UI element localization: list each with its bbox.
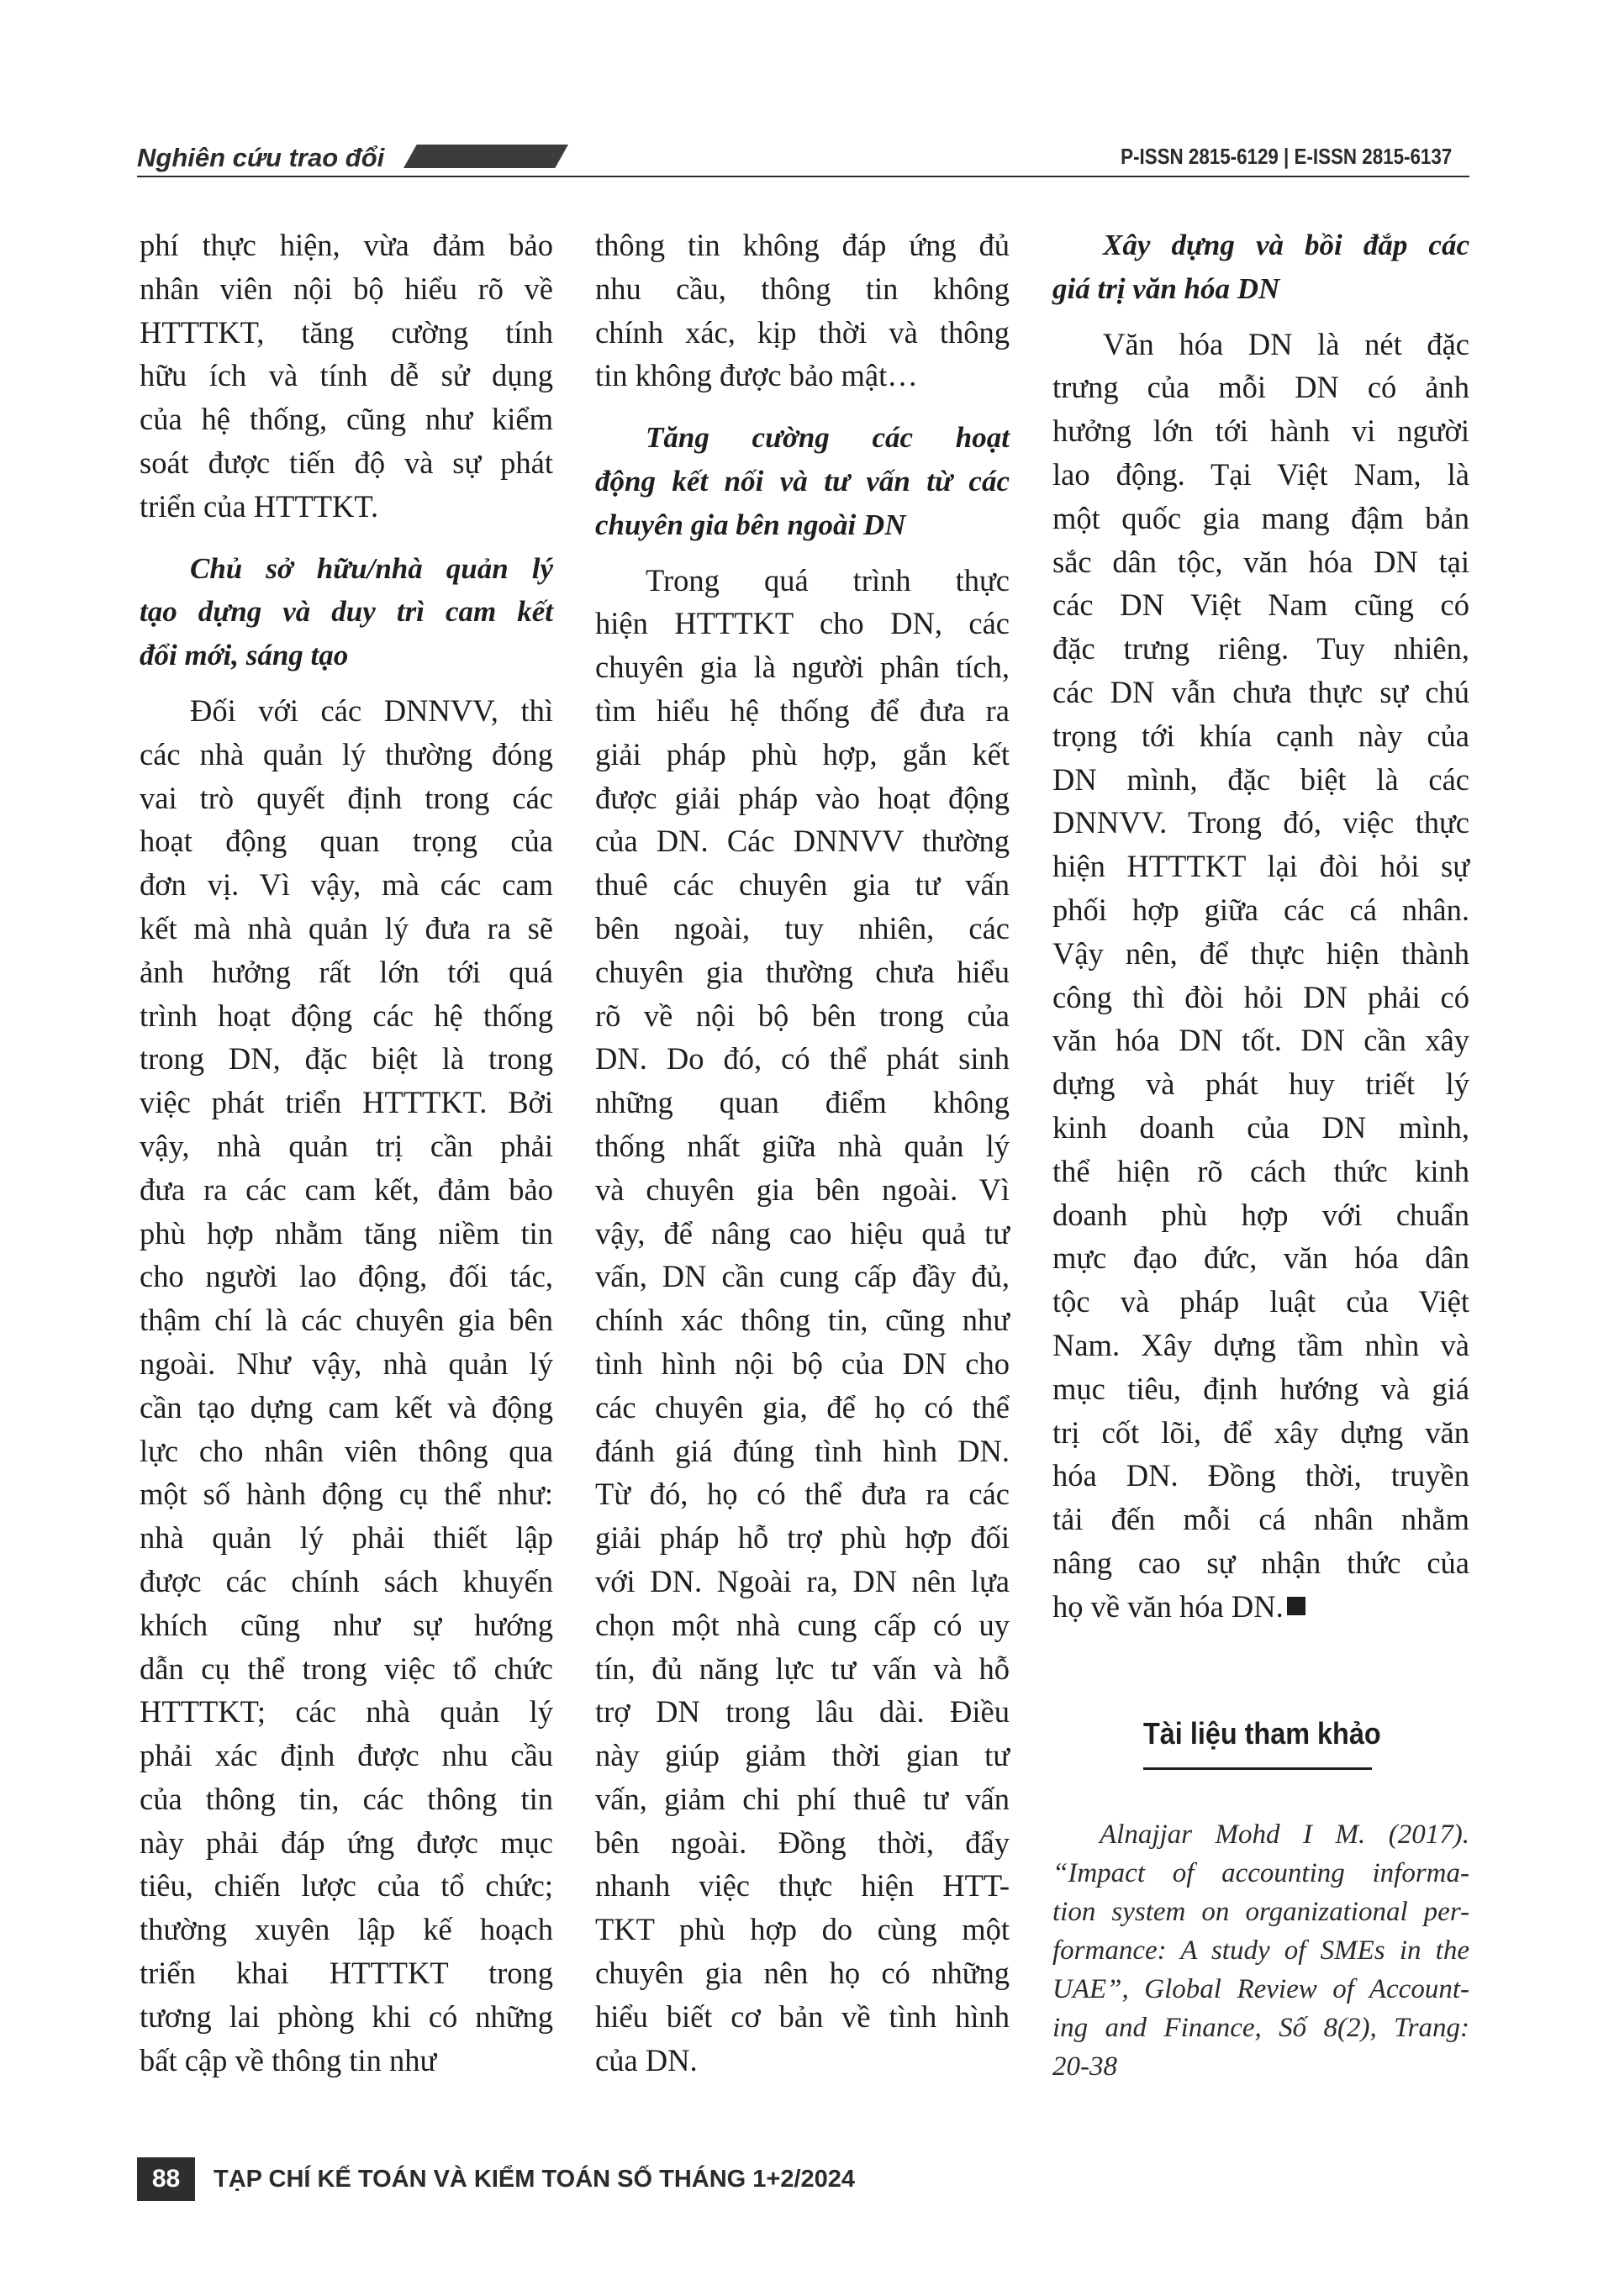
text-line: một quốc gia mang đậm bản xyxy=(1052,500,1469,535)
text-line: triển của HTTTKT. xyxy=(140,488,379,524)
text-line: các chuyên gia, để họ có thể xyxy=(595,1389,1010,1424)
issn-label: P-ISSN 2815-6129 | E-ISSN 2815-6137 xyxy=(1120,144,1452,169)
text-line: đặc trưng riêng. Tuy nhiên, xyxy=(1052,631,1469,666)
text-line: động kết nối và tư vấn từ các xyxy=(595,464,1010,498)
text-line: của DN. xyxy=(595,2042,698,2077)
text-line: chuyên gia thường chưa hiểu xyxy=(595,954,1010,989)
text-line: thông tin không đáp ứng đủ xyxy=(595,228,1010,262)
text-line: phí thực hiện, vừa đảm bảo xyxy=(140,228,553,262)
end-of-article-mark xyxy=(1287,1597,1305,1615)
reference-line: UAE”, Global Review of Account- xyxy=(1052,1974,1469,2004)
paragraph-gap xyxy=(595,398,1010,416)
text-line: công thì đòi hỏi DN phải có xyxy=(1052,979,1469,1014)
text-line: thể hiện rõ cách thức kinh xyxy=(1052,1153,1469,1188)
section-heading xyxy=(1052,224,1469,311)
text-line: phải xác định được nhu cầu xyxy=(140,1738,553,1773)
text-line: lao động. Tại Việt Nam, là xyxy=(1052,456,1469,492)
text-line: cần tạo dựng cam kết và động xyxy=(140,1389,553,1424)
text-line: đổi mới, sáng tạo xyxy=(140,639,349,672)
text-line: kinh doanh của DN mình, xyxy=(1052,1109,1469,1145)
text-line: được các chính sách khuyến xyxy=(140,1563,553,1598)
text-line: thường xuyên lập kế hoạch xyxy=(140,1912,553,1947)
reference-line: 20-38 xyxy=(1052,2051,1117,2082)
paragraph-gap xyxy=(1052,311,1469,323)
text-line: tạo dựng và duy trì cam kết xyxy=(140,595,553,629)
text-line: của hệ thống, cũng như kiểm xyxy=(140,402,553,437)
text-line: vấn, giảm chi phí thuê tư vấn xyxy=(595,1781,1010,1816)
header-decoration-bar xyxy=(404,145,568,168)
text-line: văn hóa DN tốt. DN cần xây xyxy=(1052,1023,1469,1058)
text-line: của DN. Các DNNVV thường xyxy=(595,824,1010,859)
text-line: Văn hóa DN là nét đặc xyxy=(1103,326,1469,361)
text-line: lực cho nhân viên thông qua xyxy=(140,1433,553,1468)
text-line: sắc dân tộc, văn hóa DN tại xyxy=(1052,544,1469,579)
section-heading xyxy=(595,416,1010,546)
text-line: kết mà nhà quản lý đưa ra sẽ xyxy=(140,910,553,945)
references-heading: Tài liệu tham khảo xyxy=(1143,1716,1381,1751)
text-line: thậm chí là các chuyên gia bên xyxy=(140,1303,553,1338)
text-line: nâng cao sự nhận thức của xyxy=(1052,1545,1469,1580)
text-line: Tăng cường các hoạt xyxy=(646,421,1010,455)
text-line: hưởng lớn tới hành vi người xyxy=(1052,413,1469,449)
text-line: thống nhất giữa nhà quản lý xyxy=(595,1128,1010,1163)
text-line: trưng của mỗi DN có ảnh xyxy=(1052,370,1469,405)
text-line: nhân viên nội bộ hiểu rõ về xyxy=(140,271,553,306)
section-heading xyxy=(140,547,553,677)
text-line: hiện HTTTKT cho DN, các xyxy=(595,606,1010,641)
text-line: phối hợp giữa các cá nhân. xyxy=(1052,892,1469,927)
reference-entry xyxy=(1052,1815,1469,2086)
text-line: trọng tới khía cạnh này của xyxy=(1052,718,1469,753)
text-line: vậy, để nâng cao hiệu quả tư xyxy=(595,1215,1010,1251)
text-line: các nhà quản lý thường đóng xyxy=(140,736,553,771)
text-line: chính xác, kịp thời và thông xyxy=(595,314,1010,350)
journal-footer: TẠP CHÍ KẾ TOÁN VÀ KIỂM TOÁN SỐ THÁNG 1+2/2024 xyxy=(214,2166,856,2193)
text-line: Vậy nên, để thực hiện thành xyxy=(1052,935,1469,971)
text-line: mực đạo đức, văn hóa dân xyxy=(1052,1240,1469,1276)
text-line: chính xác thông tin, cũng như xyxy=(595,1303,1010,1338)
paragraph-gap xyxy=(140,529,553,547)
text-column-2 xyxy=(595,224,1010,2082)
text-line: đơn vị. Vì vậy, mà các cam xyxy=(140,867,553,903)
text-line: soát được tiến độ và sự phát xyxy=(140,445,553,480)
text-line: doanh phù hợp với chuẩn xyxy=(1052,1197,1469,1232)
reference-line: ing and Finance, Số 8(2), Trang: xyxy=(1052,2013,1469,2043)
text-column-3 xyxy=(1052,224,1469,1629)
text-column-1 xyxy=(140,224,553,2082)
text-line: và chuyên gia bên ngoài. Vì xyxy=(595,1172,1010,1207)
text-line: hóa DN. Đồng thời, truyền xyxy=(1052,1458,1469,1493)
text-line: giá trị văn hóa DN xyxy=(1052,271,1280,305)
reference-line: “Impact of accounting informa- xyxy=(1052,1858,1469,1888)
text-line: Chủ sở hữu/nhà quản lý xyxy=(190,551,553,585)
text-line: HTTTKT, tăng cường tính xyxy=(140,314,553,350)
text-line: đánh giá đúng tình hình DN. xyxy=(595,1433,1010,1468)
text-line: bên ngoài. Đồng thời, đẩy xyxy=(595,1825,1010,1860)
text-line: với DN. Ngoài ra, DN nên lựa xyxy=(595,1563,1010,1598)
paragraph xyxy=(140,689,553,2083)
text-line: TKT phù hợp do cùng một xyxy=(595,1912,1010,1947)
text-line: đưa ra các cam kết, đảm bảo xyxy=(140,1172,553,1207)
reference-line: formance: A study of SMEs in the xyxy=(1052,1935,1469,1966)
text-line: trị cốt lõi, để xây dựng văn xyxy=(1052,1414,1469,1450)
text-line: hoạt động quan trọng của xyxy=(140,824,553,859)
text-line: tín, đủ năng lực tư vấn và hỗ xyxy=(595,1651,1010,1686)
text-line: Đối với các DNNVV, thì xyxy=(190,692,553,728)
text-line: dẫn cụ thể trong việc tổ chức xyxy=(140,1651,553,1686)
text-line: vậy, nhà quản trị cần phải xyxy=(140,1128,553,1163)
reference-line: Alnajjar Mohd I M. (2017). xyxy=(1100,1819,1469,1850)
text-line: trợ DN trong lâu dài. Điều xyxy=(595,1694,1010,1730)
text-line: HTTTKT; các nhà quản lý xyxy=(140,1694,553,1730)
text-line: những quan điểm không xyxy=(595,1085,1010,1120)
text-line: tình hình nội bộ của DN cho xyxy=(595,1345,1010,1381)
text-line: hữu ích và tính dễ sử dụng xyxy=(140,358,553,393)
paragraph xyxy=(595,559,1010,2083)
text-line: rõ về nội bộ bên trong của xyxy=(595,998,1010,1033)
text-line: này phải đáp ứng được mục xyxy=(140,1825,553,1860)
reference-line: tion system on organizational per- xyxy=(1052,1897,1469,1927)
text-line: hiện HTTTKT lại đòi hỏi sự xyxy=(1052,849,1469,884)
text-line: họ về văn hóa DN. xyxy=(1052,1585,1469,1629)
text-line: tìm hiểu hệ thống để đưa ra xyxy=(595,692,1010,728)
text-line: ngoài. Như vậy, nhà quản lý xyxy=(140,1345,553,1381)
paragraph xyxy=(1052,323,1469,1629)
text-line: tải đến mỗi cá nhân nhằm xyxy=(1052,1502,1469,1537)
text-line: tương lai phòng khi có những xyxy=(140,1998,553,2034)
text-line: chọn một nhà cung cấp có uy xyxy=(595,1607,1010,1642)
text-line: tiêu, chiến lược của tổ chức; xyxy=(140,1868,553,1904)
text-line: giải pháp hỗ trợ phù hợp đối xyxy=(595,1520,1010,1556)
text-line: mục tiêu, định hướng và giá xyxy=(1052,1371,1469,1406)
text-line: phù hợp nhằm tăng niềm tin xyxy=(140,1215,553,1251)
text-line: các DN vẫn chưa thực sự chú xyxy=(1052,674,1469,709)
text-line: khích cũng như sự hướng xyxy=(140,1607,553,1642)
page-number: 88 xyxy=(137,2157,195,2201)
text-line: nhanh việc thực hiện HTT- xyxy=(595,1868,1010,1904)
text-line: chuyên gia bên ngoài DN xyxy=(595,508,906,541)
paragraph-gap xyxy=(140,677,553,689)
text-line: Trong quá trình thực xyxy=(646,562,1010,598)
text-line: chuyên gia là người phân tích, xyxy=(595,650,1010,685)
text-line: được giải pháp vào hoạt động xyxy=(595,780,1010,815)
paragraph-gap xyxy=(595,547,1010,559)
text-line: các DN Việt Nam cũng có xyxy=(1052,587,1469,623)
text-line: giải pháp phù hợp, gắn kết xyxy=(595,736,1010,771)
text-line: DNNVV. Trong đó, việc thực xyxy=(1052,805,1469,840)
references-heading-rule xyxy=(1143,1767,1372,1770)
text-line: tộc và pháp luật của Việt xyxy=(1052,1284,1469,1319)
text-line: DN mình, đặc biệt là các xyxy=(1052,761,1469,797)
text-line: trong DN, đặc biệt là trong xyxy=(140,1041,553,1077)
text-line: vai trò quyết định trong các xyxy=(140,780,553,815)
text-line: của thông tin, các thông tin xyxy=(140,1781,553,1816)
paragraph xyxy=(140,224,553,529)
text-line: nhà quản lý phải thiết lập xyxy=(140,1520,553,1556)
text-line: dựng và phát huy triết lý xyxy=(1052,1066,1469,1102)
text-line: ảnh hưởng rất lớn tới quá xyxy=(140,954,553,989)
section-title: Nghiên cứu trao đổi xyxy=(137,143,385,172)
text-line: cho người lao động, đối tác, xyxy=(140,1259,553,1294)
text-line: bên ngoài, tuy nhiên, các xyxy=(595,910,1010,945)
paragraph xyxy=(595,224,1010,398)
text-line: Từ đó, họ có thể đưa ra các xyxy=(595,1477,1010,1512)
text-line: chuyên gia nên họ có những xyxy=(595,1956,1010,1991)
text-line: trình hoạt động các hệ thống xyxy=(140,998,553,1033)
text-line: việc phát triển HTTTKT. Bởi xyxy=(140,1085,553,1120)
text-line: DN. Do đó, có thể phát sinh xyxy=(595,1041,1010,1077)
text-line: Nam. Xây dựng tầm nhìn và xyxy=(1052,1327,1469,1362)
text-line: này giúp giảm thời gian tư xyxy=(595,1738,1010,1773)
text-line: một số hành động cụ thể như: xyxy=(140,1477,553,1512)
text-line: vấn, DN cần cung cấp đầy đủ, xyxy=(595,1259,1010,1294)
header-rule xyxy=(137,176,1469,177)
text-line: triển khai HTTTKT trong xyxy=(140,1956,553,1991)
text-line: bất cập về thông tin như xyxy=(140,2042,437,2077)
text-line: tin không được bảo mật… xyxy=(595,358,918,393)
text-line: hiểu biết cơ bản về tình hình xyxy=(595,1998,1010,2034)
text-line: Xây dựng và bồi đắp các xyxy=(1103,229,1469,261)
text-line: thuê các chuyên gia tư vấn xyxy=(595,867,1010,903)
text-line: nhu cầu, thông tin không xyxy=(595,271,1010,306)
